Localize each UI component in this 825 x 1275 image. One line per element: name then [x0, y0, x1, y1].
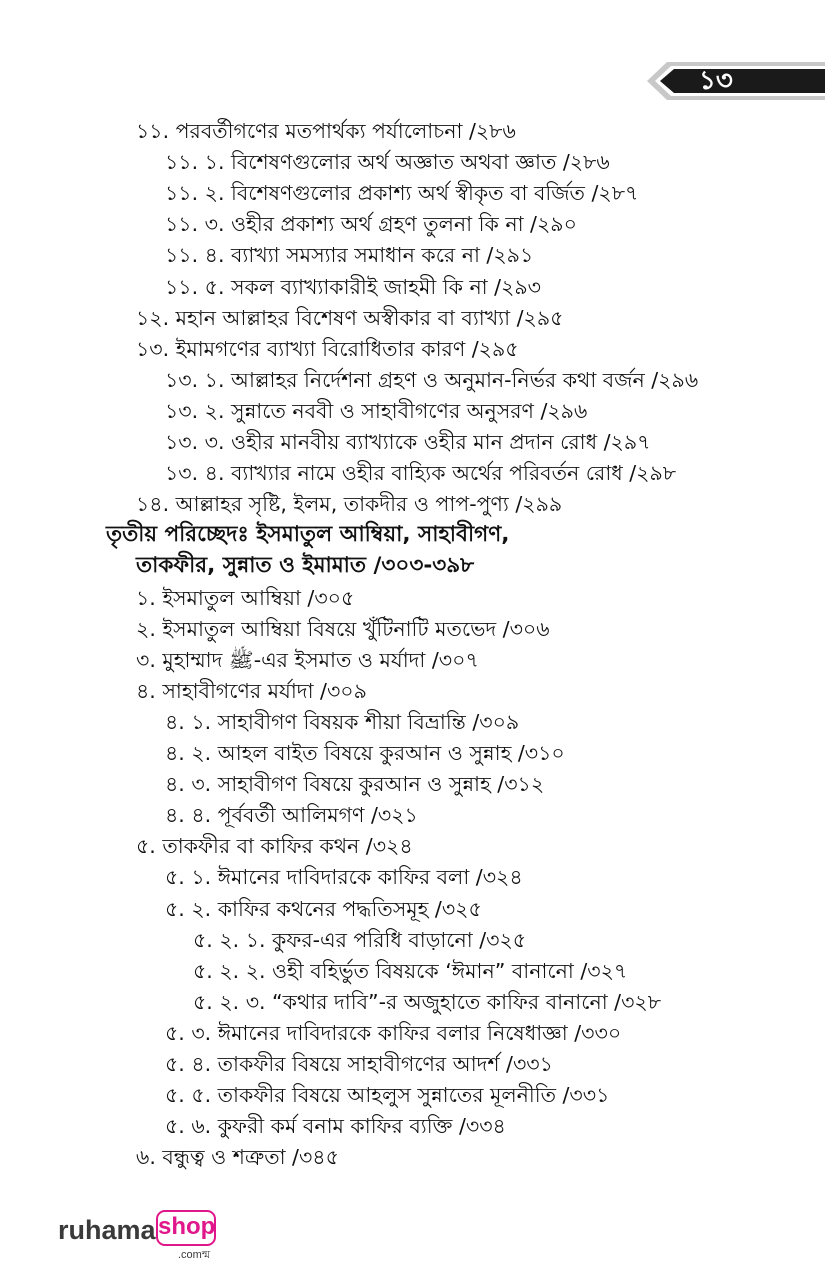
- toc-entry: ৫. তাকফীর বা কাফির কথন /৩২৪: [136, 834, 413, 858]
- toc-entry: ৫. ৩. ঈমানের দাবিদারকে কাফির বলার নিষেধাজ্ঞা /৩৩০: [165, 1021, 622, 1045]
- toc-entry: ৪. ১. সাহাবীগণ বিষয়ক শীয়া বিভ্রান্তি /৩০৯: [165, 710, 520, 734]
- toc-entry: ১৩. ইমামগণের ব্যাখ্যা বিরোধিতার কারণ /২৯৫: [136, 337, 519, 361]
- logo-shop-badge: [156, 1210, 216, 1246]
- toc-entry: ৪. ৪. পূর্ববর্তী আলিমগণ /৩২১: [165, 803, 418, 827]
- toc-entry: ৬. বন্ধুত্ব ও শত্রুতা /৩৪৫: [136, 1145, 339, 1169]
- toc-entry: ৪. ৩. সাহাবীগণ বিষয়ে কুরআন ও সুন্নাহ /৩১২: [165, 772, 545, 796]
- toc-entry: ৪. ২. আহল বাইত বিষয়ে কুরআন ও সুন্নাহ /৩১০: [165, 741, 565, 765]
- toc-entry: ৩. মুহাম্মাদ ﷺ-এর ইসমাত ও মর্যাদা /৩০৭: [136, 648, 479, 672]
- toc-entry: ১১. পরবর্তীগণের মতপার্থক্য পর্যালোচনা /২৮৬: [136, 119, 516, 143]
- toc-entry: ৫. ২. ২. ওহী বহির্ভুত বিষয়কে ‘ঈমান” বানানো /৩২৭: [193, 959, 628, 983]
- toc-entry: ১৩. ৪. ব্যাখ্যার নামে ওহীর বাহ্যিক অর্থের পরিবর্তন রোধ /২৯৮: [165, 461, 677, 485]
- logo-ruhama-text: ruhama: [58, 1215, 156, 1245]
- logo-shop-text: shop: [158, 1213, 216, 1240]
- toc-entry: ১১. ১. বিশেষণগুলোর অর্থ অজ্ঞাত অথবা জ্ঞাত /২৮৬: [165, 150, 610, 174]
- toc-entry: ২. ইসমাতুল আম্বিয়া বিষয়ে খুঁটিনাটি মতভেদ /৩০৬: [136, 617, 550, 641]
- toc-entry: ১৩. ১. আল্লাহর নির্দেশনা গ্রহণ ও অনুমান-নির্ভর কথা বর্জন /২৯৬: [165, 368, 699, 392]
- toc-entry: ১৪. আল্লাহর সৃষ্টি, ইলম, তাকদীর ও পাপ-পুণ্য /২৯৯: [136, 492, 563, 516]
- toc-entry: ১৩. ৩. ওহীর মানবীয় ব্যাখ্যাকে ওহীর মান প্রদান রোধ /২৯৭: [165, 430, 651, 454]
- page-number: ১৩: [699, 66, 733, 96]
- toc-entry: ৫. ৫. তাকফীর বিষয়ে আহলুস সুন্নাতের মূলনীতি /৩৩১: [165, 1083, 610, 1107]
- toc-entry: ৫. ৬. কুফরী কর্ম বনাম কাফির ব্যক্তি /৩৩৪: [165, 1114, 506, 1138]
- toc-entry: ১. ইসমাতুল আম্বিয়া /৩০৫: [136, 586, 355, 610]
- toc-entry: ৫. ২. কাফির কথনের পদ্ধতিসমূহ /৩২৫: [165, 897, 482, 921]
- toc-entry: ১১. ৩. ওহীর প্রকাশ্য অর্থ গ্রহণ তুলনা কি না /২৯০: [165, 212, 577, 236]
- logo-com-text: .comন্ম: [178, 1249, 211, 1261]
- toc-entry: তাকফীর, সুন্নাত ও ইমামাত /৩০৩-৩৯৮: [136, 553, 475, 578]
- toc-entry: ১২. মহান আল্লাহর বিশেষণ অস্বীকার বা ব্যাখ্যা /২৯৫: [136, 306, 564, 330]
- toc-entry: ৫. ২. ৩. “কথার দাবি”-র অজুহাতে কাফির বানানো /৩২৮: [193, 990, 662, 1014]
- toc-entry: ১১. ৪. ব্যাখ্যা সমস্যার সমাধান করে না /২৯১: [165, 243, 534, 267]
- toc-entry: ৪. সাহাবীগণের মর্যাদা /৩০৯: [136, 679, 367, 703]
- toc-entry: ৫. ১. ঈমানের দাবিদারকে কাফির বলা /৩২৪: [165, 865, 523, 889]
- page-number-tab: [647, 62, 825, 100]
- toc-entry: ৫. ৪. তাকফীর বিষয়ে সাহাবীগণের আদর্শ /৩৩১: [165, 1052, 553, 1076]
- toc-entry: ৫. ২. ১. কুফর-এর পরিধি বাড়ানো /৩২৫: [193, 928, 527, 952]
- toc-entry: ১১. ২. বিশেষণগুলোর প্রকাশ্য অর্থ স্বীকৃত বা বর্জিত /২৮৭: [165, 181, 639, 205]
- toc-entry: তৃতীয় পরিচ্ছেদঃ ইসমাতুল আম্বিয়া, সাহাবীগণ,: [106, 522, 510, 547]
- toc-entry: ১৩. ২. সুন্নাতে নববী ও সাহাবীগণের অনুসরণ /২৯৬: [165, 399, 588, 423]
- ruhamashop-logo: [58, 1210, 258, 1260]
- toc-entry: ১১. ৫. সকল ব্যাখ্যাকারীই জাহমী কি না /২৯৩: [165, 275, 542, 299]
